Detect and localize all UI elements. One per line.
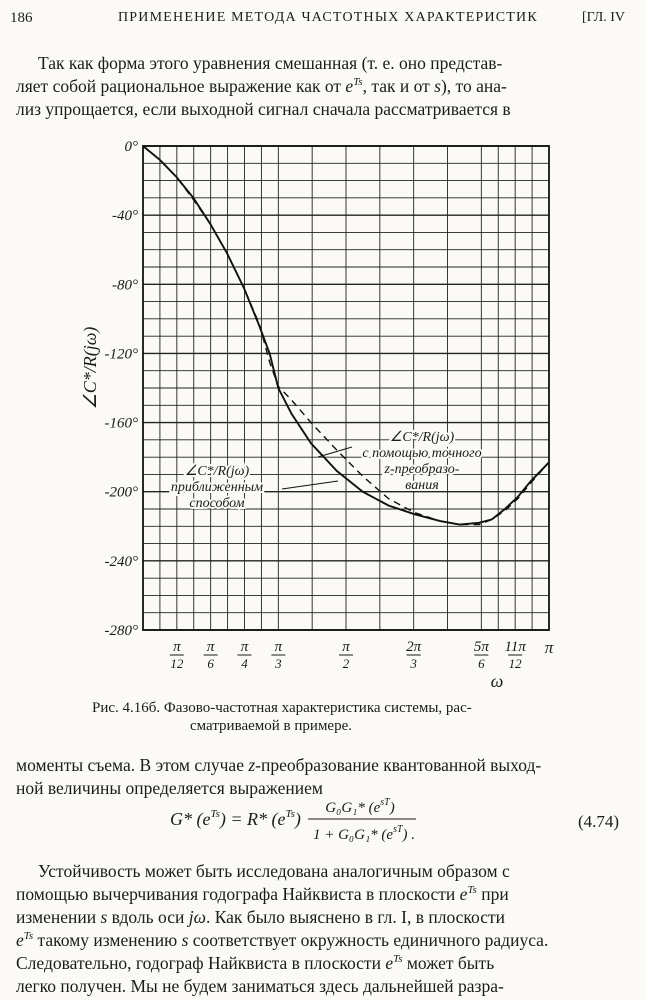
figure-caption-line-2: сматриваемой в примере. xyxy=(190,718,352,734)
x-tick-numerator: π xyxy=(173,639,181,655)
y-tick-label: -160° xyxy=(104,415,138,432)
eq-lhs: G* $(e^{Ts}) = R*$ $(e^{Ts})$ xyxy=(170,808,301,829)
x-tick-denominator: 12 xyxy=(170,656,184,671)
y-tick-label: -120° xyxy=(104,346,138,363)
figure-caption-line-1: Рис. 4.16б. Фазово-частотная характеристика системы, рас- xyxy=(92,700,472,716)
eq-numerator: G₀G₁* $(e^{sT})$ xyxy=(325,797,395,816)
x-tick-numerator: π xyxy=(240,639,249,655)
page-number: 186 xyxy=(10,10,33,26)
x-tick-numerator: 2π xyxy=(406,639,422,655)
label-exact-line: вания xyxy=(405,478,439,493)
paragraph-mid-line-2: ной величины определяется выражением xyxy=(16,778,323,798)
label-approximate-line: приближенным xyxy=(170,480,264,495)
paragraph-bottom-line-4: $e^{Ts}$ такому изменению s соответствует окружность единичного радиуса. xyxy=(16,930,549,950)
label-approximate-line: ∠C*/R(jω) xyxy=(184,464,250,479)
paragraph-top-line-2: ляет собой рациональное выражение как от $e^{Ts}$, так и от s), то ана- xyxy=(16,76,507,96)
paragraph-bottom-line-5: Следовательно, годограф Найквиста в плоскости $e^{Ts}$ может быть xyxy=(16,953,495,973)
label-exact-line: z-преобразо- xyxy=(384,462,460,477)
equation-number: (4.74) xyxy=(578,812,620,831)
label-exact-line: ∠C*/R(jω) xyxy=(389,430,455,445)
paragraph-mid-line-1: моменты съема. В этом случае z-преобразование квантованной выход- xyxy=(16,755,542,775)
paragraph-bottom-line-1: Устойчивость может быть исследована аналогичным образом с xyxy=(38,861,510,881)
x-tick-numerator: π xyxy=(274,639,283,655)
y-axis-label: ∠C*/R(jω) xyxy=(80,326,100,410)
paragraph-bottom-line-3: изменении s вдоль оси jω. Как было выяснено в гл. I, в плоскости xyxy=(16,907,506,927)
x-tick-denominator: 4 xyxy=(241,656,248,671)
y-tick-label: -280° xyxy=(104,623,138,639)
x-tick-denominator: 2 xyxy=(342,656,350,671)
y-tick-label: 0° xyxy=(124,139,138,155)
x-tick-numerator: 11π xyxy=(504,639,526,655)
running-title: ПРИМЕНЕНИЕ МЕТОДА ЧАСТОТНЫХ ХАРАКТЕРИСТИК xyxy=(118,10,538,25)
leader-approximate xyxy=(282,481,338,489)
equation-4-74 xyxy=(170,794,490,848)
x-end-label: π xyxy=(544,638,554,657)
y-tick-label: -200° xyxy=(104,484,138,501)
eq-denominator: 1 + G₀G₁* $(e^{sT})$ . xyxy=(312,824,416,843)
x-tick-numerator: π xyxy=(206,639,215,655)
x-tick-denominator: 6 xyxy=(478,656,485,671)
x-axis-label: ω xyxy=(490,671,504,691)
x-tick-denominator: 3 xyxy=(410,656,417,671)
x-tick-denominator: 3 xyxy=(275,656,282,671)
chart-grid xyxy=(143,146,549,630)
x-tick-numerator: π xyxy=(342,639,350,655)
label-exact-line: с помощью точного xyxy=(362,446,482,461)
y-tick-label: -40° xyxy=(112,208,138,225)
chapter-marker: [ГЛ. IV xyxy=(582,10,625,25)
x-tick-denominator: 6 xyxy=(207,656,214,671)
x-tick-denominator: 12 xyxy=(508,656,522,671)
paragraph-bottom-line-6: легко получен. Мы не будем заниматься здесь дальнейшей разра- xyxy=(16,976,504,996)
y-tick-label: -80° xyxy=(112,277,138,294)
paragraph-top-line-1: Так как форма этого уравнения смешанная (т. е. оно представ- xyxy=(38,53,503,73)
label-approximate-line: способом xyxy=(189,496,245,511)
paragraph-bottom-line-2: помощью вычерчивания годографа Найквиста в плоскости $e^{Ts}$ при xyxy=(16,884,509,904)
y-tick-label: -240° xyxy=(104,553,138,570)
paragraph-top-line-3: лиз упрощается, если выходной сигнал сначала рассматривается в xyxy=(16,99,511,119)
x-tick-numerator: 5π xyxy=(473,639,489,655)
